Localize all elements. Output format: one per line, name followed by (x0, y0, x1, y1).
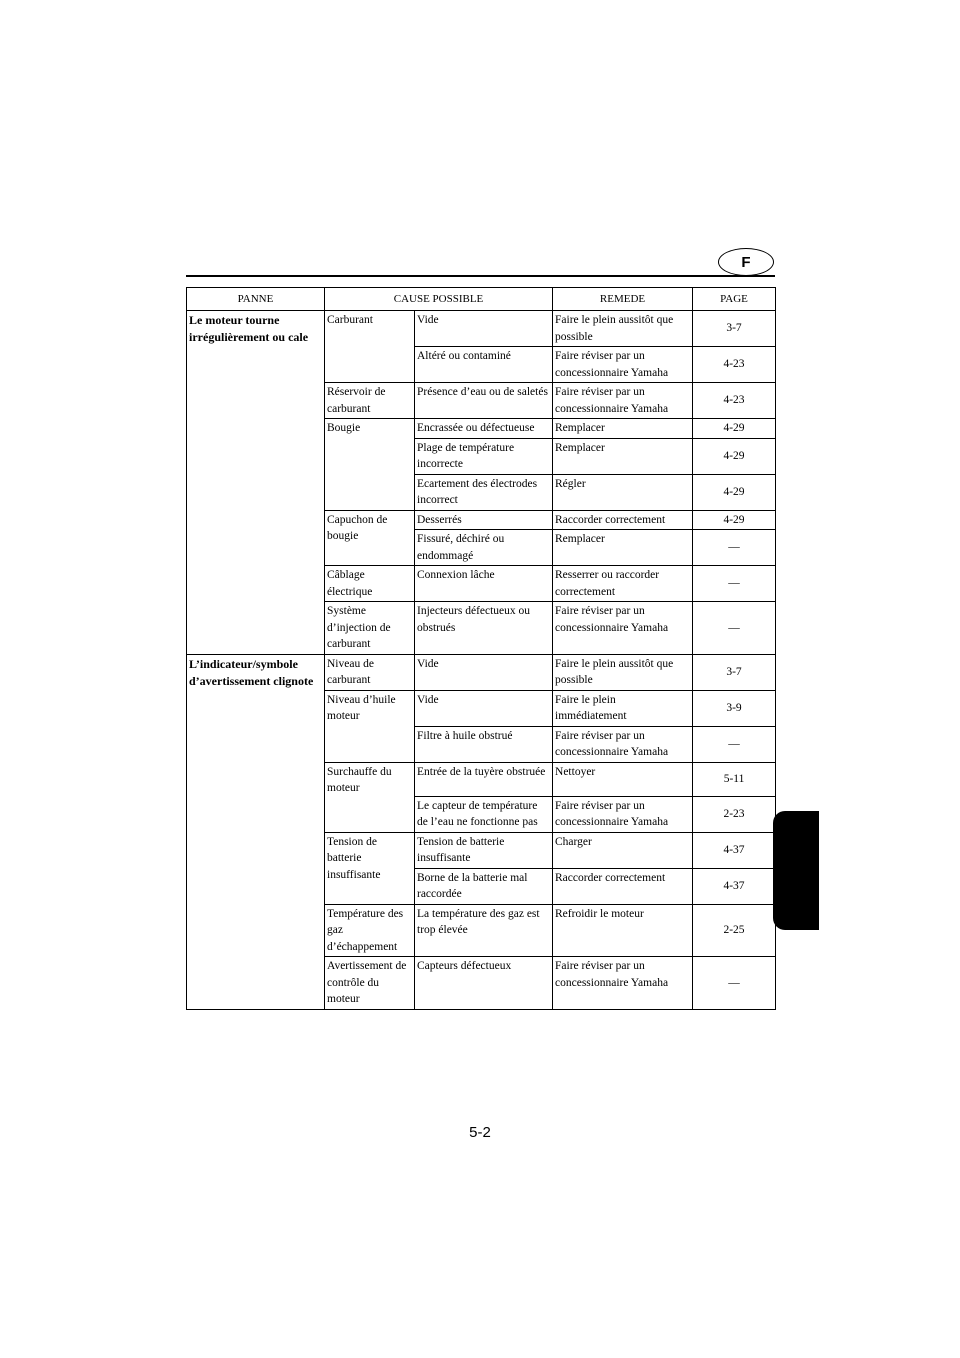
cause-detail-cell: La température des gaz est trop élevée (415, 904, 553, 957)
cause-detail-cell: Le capteur de température de l’eau ne fonctionne pas (415, 796, 553, 832)
remede-cell: Resserrer ou raccorder correctement (553, 566, 693, 602)
table-row (187, 654, 776, 690)
header-rule (186, 275, 775, 277)
remede-cell: Faire réviser par un concessionnaire Yamaha (553, 957, 693, 1010)
page-cell: 4-37 (693, 832, 776, 868)
remede-cell: Faire le plein aussitôt que possible (553, 654, 693, 690)
page-cell: — (693, 530, 776, 566)
header-remede: REMEDE (553, 288, 693, 311)
cause-detail-cell: Connexion lâche (415, 566, 553, 602)
panne-cell: L’indicateur/symbole d’avertissement clignote (187, 654, 325, 1009)
header-panne: PANNE (187, 288, 325, 311)
page-cell: 4-37 (693, 868, 776, 904)
troubleshooting-table (186, 287, 776, 1010)
remede-cell: Refroidir le moteur (553, 904, 693, 957)
cause-cell: Câblage électrique (325, 566, 415, 602)
header-cause: CAUSE POSSIBLE (325, 288, 553, 311)
cause-detail-cell: Filtre à huile obstrué (415, 726, 553, 762)
remede-cell: Remplacer (553, 419, 693, 439)
remede-cell: Faire réviser par un concessionnaire Yamaha (553, 602, 693, 655)
cause-cell: Carburant (325, 311, 415, 383)
page-cell: 4-29 (693, 438, 776, 474)
header-page: PAGE (693, 288, 776, 311)
cause-cell: Réservoir de carburant (325, 383, 415, 419)
remede-cell: Remplacer (553, 530, 693, 566)
cause-detail-cell: Capteurs défectueux (415, 957, 553, 1010)
cause-detail-cell: Injecteurs défectueux ou obstrués (415, 602, 553, 655)
page-cell: 3-9 (693, 690, 776, 726)
page-cell: 4-23 (693, 347, 776, 383)
cause-detail-cell: Desserrés (415, 510, 553, 530)
remede-cell: Faire le plein aussitôt que possible (553, 311, 693, 347)
cause-cell: Capuchon de bougie (325, 510, 415, 566)
cause-cell: Niveau d’huile moteur (325, 690, 415, 762)
remede-cell: Remplacer (553, 438, 693, 474)
cause-cell: Surchauffe du moteur (325, 762, 415, 832)
cause-detail-cell: Vide (415, 654, 553, 690)
remede-cell: Régler (553, 474, 693, 510)
remede-cell: Faire réviser par un concessionnaire Yamaha (553, 347, 693, 383)
table-row (187, 311, 776, 347)
panne-cell: Le moteur tourne irrégulièrement ou cale (187, 311, 325, 655)
cause-cell: Bougie (325, 419, 415, 511)
cause-detail-cell: Altéré ou contaminé (415, 347, 553, 383)
page-cell: 5-11 (693, 762, 776, 796)
page-cell: — (693, 602, 776, 655)
cause-detail-cell: Vide (415, 311, 553, 347)
page-cell: — (693, 566, 776, 602)
cause-cell: Tension de batterie insuffisante (325, 832, 415, 904)
remede-cell: Faire réviser par un concessionnaire Yamaha (553, 383, 693, 419)
cause-detail-cell: Plage de température incorrecte (415, 438, 553, 474)
cause-cell: Température des gaz d’échappement (325, 904, 415, 957)
remede-cell: Nettoyer (553, 762, 693, 796)
table-body (187, 311, 776, 1010)
remede-cell: Charger (553, 832, 693, 868)
cause-detail-cell: Encrassée ou défectueuse (415, 419, 553, 439)
page-cell: 4-23 (693, 383, 776, 419)
remede-cell: Faire le plein immédiatement (553, 690, 693, 726)
remede-cell: Raccorder correctement (553, 868, 693, 904)
page-cell: 3-7 (693, 654, 776, 690)
chapter-side-tab (773, 811, 819, 930)
cause-detail-cell: Présence d’eau ou de saletés (415, 383, 553, 419)
cause-cell: Niveau de carburant (325, 654, 415, 690)
language-badge: F (718, 248, 774, 276)
cause-detail-cell: Fissuré, déchiré ou endommagé (415, 530, 553, 566)
remede-cell: Raccorder correctement (553, 510, 693, 530)
page-cell: 3-7 (693, 311, 776, 347)
page-number: 5-2 (469, 1124, 491, 1141)
cause-detail-cell: Borne de la batterie mal raccordée (415, 868, 553, 904)
page-cell: 4-29 (693, 419, 776, 439)
cause-detail-cell: Entrée de la tuyère obstruée (415, 762, 553, 796)
table-header-row (187, 288, 776, 311)
cause-cell: Avertissement de contrôle du moteur (325, 957, 415, 1010)
page-cell: 2-25 (693, 904, 776, 957)
remede-cell: Faire réviser par un concessionnaire Yamaha (553, 726, 693, 762)
page-cell: 4-29 (693, 510, 776, 530)
cause-detail-cell: Vide (415, 690, 553, 726)
cause-detail-cell: Ecartement des électrodes incorrect (415, 474, 553, 510)
page-cell: 4-29 (693, 474, 776, 510)
cause-detail-cell: Tension de batterie insuffisante (415, 832, 553, 868)
page-cell: — (693, 726, 776, 762)
page-cell: — (693, 957, 776, 1010)
cause-cell: Système d’injection de carburant (325, 602, 415, 655)
page-cell: 2-23 (693, 796, 776, 832)
remede-cell: Faire réviser par un concessionnaire Yamaha (553, 796, 693, 832)
